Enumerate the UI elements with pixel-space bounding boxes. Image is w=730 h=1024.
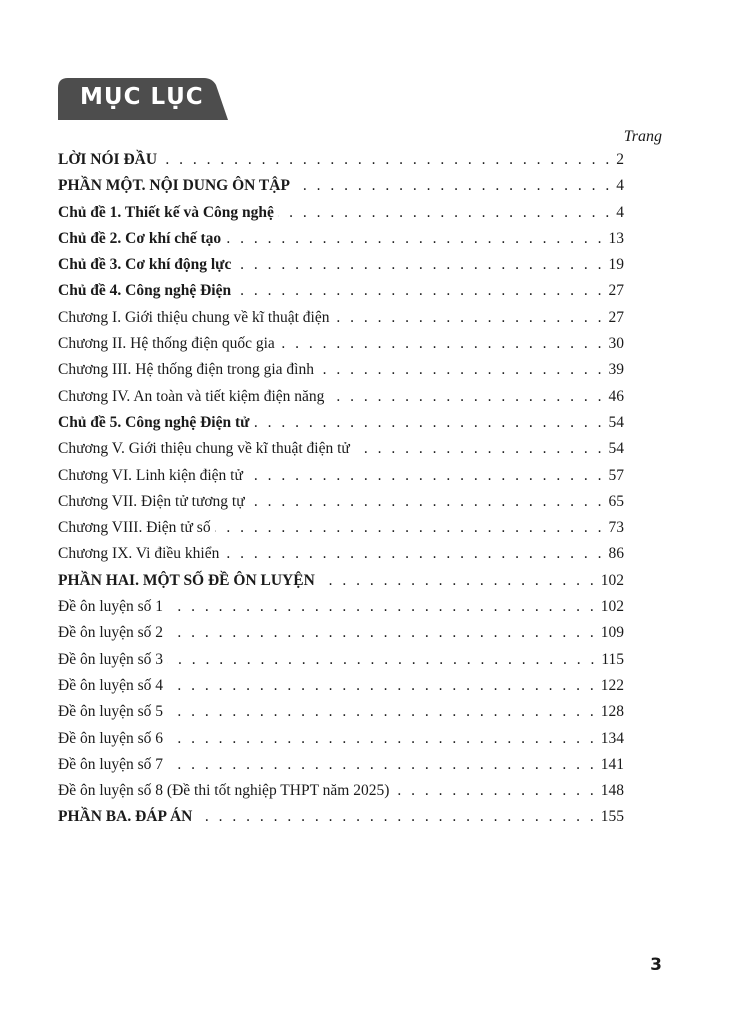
toc-entry-page: 13 [608, 229, 624, 247]
toc-entry-title: Chương I. Giới thiệu chung về kĩ thuật điện [58, 308, 330, 326]
toc-entry-title: Chương VI. Linh kiện điện tử [58, 466, 243, 484]
toc-dot-leader [278, 200, 612, 226]
toc-entry[interactable] [58, 436, 624, 462]
toc-entry-page: 4 [616, 203, 624, 221]
toc-entry-page: 109 [600, 624, 624, 642]
toc-entry[interactable] [58, 752, 624, 778]
toc-dot-leader [333, 305, 604, 331]
toc-entry[interactable] [58, 515, 624, 541]
toc-entry-page: 57 [608, 466, 624, 484]
toc-entry[interactable] [58, 173, 624, 199]
toc-dot-leader [167, 620, 597, 646]
toc-entry-page: 54 [608, 413, 624, 431]
toc-dot-leader [393, 778, 596, 804]
toc-entry[interactable] [58, 804, 624, 830]
toc-entry-page: 102 [600, 598, 624, 616]
toc-entry-title: Chương IX. Vi điều khiển [58, 545, 220, 563]
toc-entry-title: Đề ôn luyện số 3 [58, 650, 164, 668]
toc-dot-leader [294, 173, 612, 199]
toc-entry-page: 102 [600, 571, 624, 589]
toc-entry[interactable] [58, 305, 624, 331]
toc-dot-leader [328, 384, 604, 410]
toc-dot-leader [167, 594, 597, 620]
toc-entry-title: PHẦN MỘT. NỘI DUNG ÔN TẬP [58, 177, 290, 195]
toc-entry[interactable] [58, 594, 624, 620]
toc-entry[interactable] [58, 384, 624, 410]
toc-entry[interactable] [58, 200, 624, 226]
toc-entry-page: 128 [600, 703, 624, 721]
toc-dot-leader [319, 568, 597, 594]
toc-dot-leader [167, 752, 597, 778]
toc-entry[interactable] [58, 699, 624, 725]
toc-entry[interactable] [58, 147, 624, 173]
toc-dot-leader [167, 647, 597, 673]
toc-entry[interactable] [58, 673, 624, 699]
toc-entry-title: Chương II. Hệ thống điện quốc gia [58, 335, 275, 353]
page-number: 3 [650, 955, 662, 975]
toc-dot-leader [196, 804, 596, 830]
toc-entry-page: 122 [600, 676, 624, 694]
toc-entry-page: 86 [608, 545, 624, 563]
page-column-label: Trang [623, 128, 662, 145]
page-title: MỤC LỤC [80, 84, 204, 110]
toc-entry-title: Đề ôn luyện số 2 [58, 624, 164, 642]
toc-dot-leader [318, 357, 605, 383]
toc-entry-title: PHẦN BA. ĐÁP ÁN [58, 808, 193, 826]
toc-dot-leader [167, 673, 597, 699]
toc-entry[interactable] [58, 331, 624, 357]
toc-entry-title: Đề ôn luyện số 6 [58, 729, 164, 747]
toc-entry-page: 4 [616, 177, 624, 195]
toc-entry[interactable] [58, 357, 624, 383]
toc-dot-leader [354, 436, 605, 462]
table-of-contents [58, 147, 624, 831]
toc-entry-page: 65 [608, 492, 624, 510]
toc-dot-leader [253, 410, 604, 436]
toc-entry-title: PHẦN HAI. MỘT SỐ ĐỀ ÔN LUYỆN [58, 571, 315, 589]
toc-entry-title: Chương V. Giới thiệu chung về kĩ thuật điện tử [58, 440, 350, 458]
toc-entry-title: Đề ôn luyện số 7 [58, 755, 164, 773]
toc-entry-title: LỜI NÓI ĐẦU [58, 151, 158, 168]
toc-entry-page: 30 [608, 335, 624, 353]
toc-entry-page: 46 [608, 387, 624, 405]
toc-entry-title: Chủ đề 1. Thiết kế và Công nghệ [58, 203, 274, 221]
toc-dot-leader [223, 541, 604, 567]
toc-entry-title: Chủ đề 4. Công nghệ Điện [58, 282, 232, 300]
toc-entry[interactable] [58, 410, 624, 436]
toc-entry-page: 19 [608, 256, 624, 274]
toc-entry-page: 134 [600, 729, 624, 747]
toc-entry-title: Chủ đề 2. Cơ khí chế tạo [58, 229, 222, 247]
toc-entry-title: Đề ôn luyện số 8 (Đề thi tốt nghiệp THPT năm 2025) [58, 782, 390, 800]
toc-entry[interactable] [58, 278, 624, 304]
toc-entry-page: 54 [608, 440, 624, 458]
toc-dot-leader [215, 515, 605, 541]
toc-dot-leader [167, 726, 597, 752]
toc-entry-title: Chương VII. Điện tử tương tự [58, 492, 245, 510]
toc-entry-page: 73 [608, 519, 624, 537]
toc-dot-leader [235, 278, 604, 304]
toc-entry[interactable] [58, 252, 624, 278]
toc-dot-leader [225, 226, 604, 252]
toc-banner [58, 78, 230, 120]
toc-entry-title: Chủ đề 3. Cơ khí động lực [58, 256, 232, 274]
toc-entry[interactable] [58, 463, 624, 489]
toc-entry-page: 115 [601, 650, 624, 668]
toc-entry-title: Đề ôn luyện số 4 [58, 676, 164, 694]
toc-entry-title: Chương IV. An toàn và tiết kiệm điện năng [58, 387, 325, 405]
toc-entry[interactable] [58, 726, 624, 752]
toc-entry-title: Đề ôn luyện số 1 [58, 598, 164, 616]
toc-dot-leader [247, 463, 605, 489]
toc-entry[interactable] [58, 647, 624, 673]
toc-dot-leader [249, 489, 605, 515]
toc-dot-leader [161, 147, 612, 173]
toc-entry[interactable] [58, 620, 624, 646]
toc-entry[interactable] [58, 226, 624, 252]
toc-entry[interactable] [58, 541, 624, 567]
toc-entry-page: 148 [600, 782, 624, 800]
toc-entry-page: 2 [616, 151, 624, 168]
toc-entry-title: Chương III. Hệ thống điện trong gia đình [58, 361, 314, 379]
toc-entry-title: Đề ôn luyện số 5 [58, 703, 164, 721]
toc-entry-page: 155 [600, 808, 624, 826]
toc-entry-title: Chương VIII. Điện tử số [58, 519, 211, 537]
toc-entry[interactable] [58, 778, 624, 804]
toc-entry-page: 27 [608, 282, 624, 300]
toc-dot-leader [235, 252, 604, 278]
toc-entry-page: 141 [600, 755, 624, 773]
toc-entry[interactable] [58, 568, 624, 594]
toc-entry-title: Chủ đề 5. Công nghệ Điện tử [58, 413, 250, 431]
toc-entry[interactable] [58, 489, 624, 515]
toc-entry-page: 39 [608, 361, 624, 379]
toc-dot-leader [279, 331, 605, 357]
toc-dot-leader [167, 699, 597, 725]
toc-entry-page: 27 [608, 308, 624, 326]
